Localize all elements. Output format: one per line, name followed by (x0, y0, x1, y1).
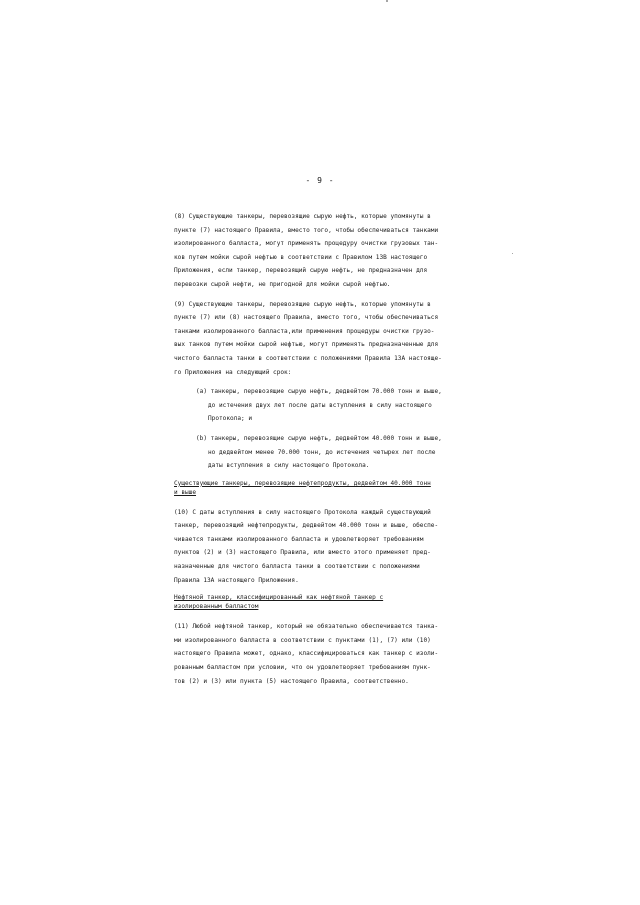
text-line: даты вступления в силу настоящего Протокола. (208, 462, 370, 470)
text-line: Протокола; и (208, 415, 253, 423)
text-line: назначенные для чистого балласта танки в соответствии с положениями (174, 563, 420, 571)
text-line: чивается танками изолированного балласта и удовлетворяет требованиям (174, 535, 424, 543)
text-line: Приложения, если танкер, перевозящий сырую нефть, не предназначен для (174, 267, 428, 275)
heading-line: изолированным балластом (174, 603, 259, 611)
text-line: до истечения двух лет после даты вступления в силу настоящего (208, 401, 432, 409)
text-line: танками изолированного балласта,или применения процедуры очистки грузо- (174, 327, 435, 335)
text-line: Правила 13А настоящего Приложения. (174, 576, 299, 584)
heading-line: Нефтяной танкер, классифицированный как нефтяной танкер с (174, 594, 384, 602)
scan-speck (386, 0, 388, 2)
text-line: пунктов (2) и (3) настоящего Правила, или вместо этого применяет пред- (174, 549, 431, 557)
subitem-a (196, 385, 466, 426)
section-heading-segregated-ballast (174, 593, 466, 611)
subitem-b (196, 432, 466, 473)
text-line: чистого балласта танки в соответствии с положениями Правила 13А настояще- (174, 354, 442, 362)
text-line: (9) Существующие танкеры, перевозящие сырую нефть, которые упомянуты в (174, 300, 431, 308)
heading-line: Существующие танкеры, перевозящие нефтепродукты, дедвейтом 40.000 тонн (174, 479, 431, 487)
text-line: тов (2) и (3) или пункта (5) настоящего Правила, соответственно. (174, 677, 409, 685)
paragraph-10 (174, 506, 466, 588)
paragraph-9 (174, 298, 466, 380)
text-line: изолированного балласта, могут применять процедуру очистки грузовых тан- (174, 240, 439, 248)
text-line: (11) Любой нефтяной танкер, который не обязательно обеспечивается танка- (174, 623, 439, 631)
scan-speck (512, 253, 513, 254)
page-number: - 9 - (305, 176, 335, 185)
text-line: пункте (7) или (8) настоящего Правила, вместо того, чтобы обеспечиваться (174, 314, 439, 322)
text-line: рованным балластом при условии, что он удовлетворяет требованиям пунк- (174, 664, 431, 672)
text-line: (8) Существующие танкеры, перевозящие сырую нефть, которые упомянуты в (174, 213, 431, 220)
document-body (174, 210, 466, 694)
paragraph-8 (174, 210, 466, 292)
text-line: ков путем мойки сырой нефтью в соответствии с Правилом 13В настоящего (174, 253, 428, 261)
text-line: танкер, перевозящий нефтепродукты, дедвейтом 40.000 тонн и выше, обеспе- (174, 522, 439, 530)
text-line: но дедвейтом менее 70.000 тонн, до истечения четырех лет после (208, 448, 436, 456)
text-line: перевозки сырой нефти, не пригодной для мойки сырой нефтью. (174, 280, 391, 288)
text-line: (b) танкеры, перевозящие сырую нефть, дедвейтом 40.000 тонн и выше, (196, 434, 442, 442)
text-line: настоящего Правила может, однако, классифицироваться как танкер с изоли- (174, 650, 439, 658)
text-line: пункте (7) настоящего Правила, вместо того, чтобы обеспечиваться танками (174, 226, 439, 234)
heading-line: и выше (174, 488, 197, 496)
text-line: вых танков путем мойки сырой нефтью, могут применять предназначенные для (174, 341, 439, 349)
section-heading-product-tankers (174, 479, 466, 497)
text-line: го Приложения на следующий срок: (174, 368, 292, 376)
text-line: ми изолированного балласта в соответствии с пунктами (1), (7) или (10) (174, 636, 431, 644)
text-line: (10) С даты вступления в силу настоящего Протокола каждый существующий (174, 508, 431, 516)
text-line: (a) танкеры, перевозящие сырую нефть, дедвейтом 70.000 тонн и выше, (196, 388, 442, 396)
paragraph-11 (174, 620, 466, 688)
